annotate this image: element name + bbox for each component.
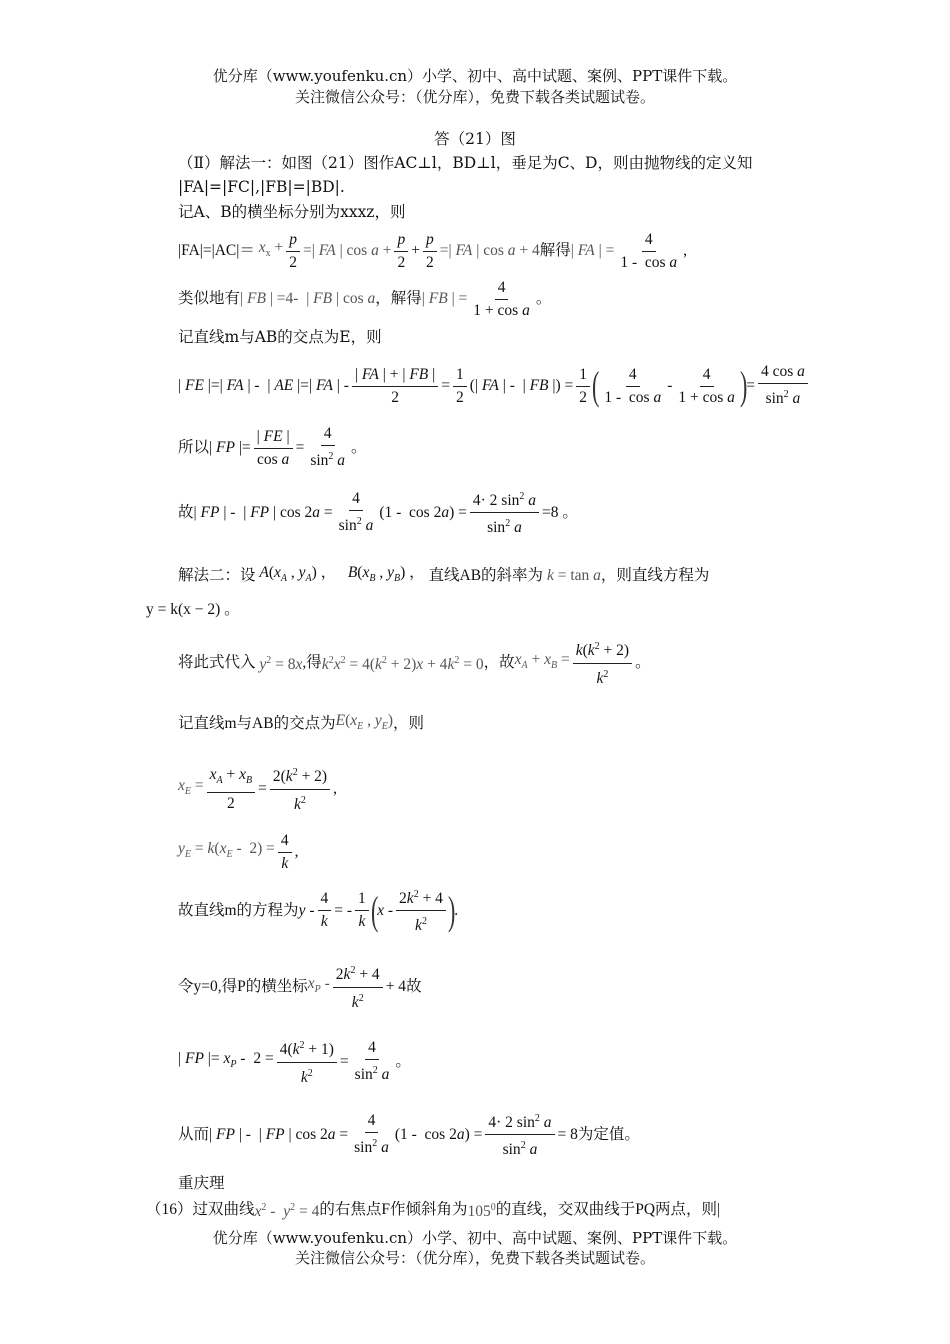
similar-mid: ，解得 <box>375 290 422 307</box>
method1-intro: （Ⅱ）解法一：如图（21）图作AC⊥l，BD⊥l，垂足为C、D，则由抛物线的定义知 <box>178 154 753 172</box>
method2-intro: 解法二：设 $A(x_A$ , $y_A$) ， $B(x_B$ , $y_B$) ， 直线AB的斜率为 k = tan a ，则直线方程为 <box>178 562 709 590</box>
eq-fa-mid: 解得 <box>539 242 571 260</box>
method2-line-eq <box>146 598 240 621</box>
method1-fe: | FE |=| FA | - | AE |=| FA | - $\frac{| FA | + | FB |}{2}$ = $\frac{1}{2}$ (| FA | - | FB |) = $\frac{1}{2}$ ( $\frac{4}{\text{1 - cos a}}$ - $\frac{4}{\text{1 + cos a}}$ ) = $\frac{\text{4 cos a}}{\sin^2 a}$ <box>178 363 811 409</box>
so-prefix: 所以 <box>178 439 210 456</box>
conclusion-suffix: 为定值。 <box>577 1125 640 1143</box>
header-line-1: 优分库（www.youfenku.cn）小学、初中、高中试题、案例、PPT课件下载。 <box>212 67 738 85</box>
m2-intersect-suffix: ，则 <box>393 715 425 733</box>
method1-intersect: 记直线m与AB的交点为E，则 <box>178 328 382 346</box>
method2-intro-prefix: 解法二：设 <box>178 567 256 585</box>
figure-caption: 答（21）图 <box>434 130 516 148</box>
method2-let-y: 令y=0,得P的横坐标 $x_P$ - $\frac{2k^2 + 4}{k^2}$ + 4 故 <box>178 962 422 1012</box>
next-problem-suffix: 的直线，交双曲线于PQ两点，则| <box>495 1201 721 1219</box>
sub-prefix: 将此式代入 <box>178 654 256 672</box>
next-problem-text: （16）过双曲线 $x^2 - y^2 = 4$ 的右焦点F作倾斜角为 $105^0$ 的直线，交双曲线于PQ两点，则| <box>146 1201 721 1221</box>
method1-fp: 所以 | FP |= $\frac{| FE |}{\text{cos a}}$ = $\frac{4}{\sin^2 a}$ 。 <box>178 425 367 470</box>
eq-fa-prefix: |FA|=|AC|＝ <box>178 242 255 260</box>
sub-mid2: ，故 <box>483 654 515 672</box>
method1-similar: 类似地有 | FB | =4- | FB | cos a ，解得 | FB | = $\frac{4}{\text{1 + cos a}}$ 。 <box>178 278 552 319</box>
method2-ye: $y_E = k(x_E - 2)$ = $\frac{4}{k}$ , <box>178 831 299 872</box>
method1-eq-fa: |FA|=|AC|＝ $x_x$ + $\frac{p}{2}$ =| FA | cos a + $\frac{p}{2}$ + $\frac{p}{2}$ =| FA | cos a + 4 解得 | FA | = $\frac{4}{\text{1 - cos a}}$ , <box>178 230 688 271</box>
let-suffix: 故 <box>406 978 422 996</box>
line-m-prefix: 故直线m的方程为 <box>178 901 299 919</box>
method2-conclusion: 从而 | FP | - | FP | cos 2a = $\frac{4}{\sin^2 a}$ (1 - cos 2a) = $\frac{4\cdot 2 \sin^2 a}{\sin^2 a}$ = 8 为定值。 <box>178 1110 640 1159</box>
method2-intersect: 记直线m与AB的交点为 $E(x_E$ , $y_E$) ，则 <box>178 710 424 738</box>
line-eq-text: y = k(x − 2) 。 <box>146 601 240 618</box>
next-problem-mid: 的右焦点F作倾斜角为 <box>319 1201 468 1219</box>
method1-coords: 记A、B的横坐标分别为xxxz，则 <box>178 203 406 221</box>
footer-line-1: 优分库（www.youfenku.cn）小学、初中、高中试题、案例、PPT课件下载。 <box>212 1229 738 1247</box>
method2-line-m: 故直线m的方程为 y - $\frac{4}{k}$ = - $\frac{1}{k}$ ( x - $\frac{2k^2 + 4}{k^2}$ ) . <box>178 887 459 935</box>
conclusion-prefix: 从而 <box>178 1125 210 1143</box>
next-problem-prefix: （16）过双曲线 <box>146 1201 255 1219</box>
method2-intro-mid: 直线AB的斜率为 <box>428 567 544 585</box>
method1-definition: |FA|=|FC|,|FB|=|BD|. <box>178 178 345 196</box>
similar-prefix: 类似地有 <box>178 290 241 307</box>
sub-mid: ,得 <box>302 654 322 672</box>
method1-result: 故 | FP | - | FP | cos 2a = $\frac{4}{\sin^2 a}$ (1 - cos 2a) = $\frac{4\cdot 2 \sin^2 a}{\sin^2 a}$ =8 。 <box>178 488 578 537</box>
method2-substitute: 将此式代入 $y^2 = 8x$ ,得 $k^2x^2 = 4(k^2 + 2)x + 4k^2 = 0$ ，故 $x_A + x_B$ = $\frac{k(k^2 + 2)}{k^2}$ 。 <box>178 638 651 688</box>
next-problem-label: 重庆理 <box>178 1174 225 1192</box>
header-line-2: 关注微信公众号：（优分库），免费下载各类试题试卷。 <box>294 88 655 106</box>
footer-line-2: 关注微信公众号：（优分库），免费下载各类试题试卷。 <box>294 1249 655 1267</box>
method2-fp: | FP |= $x_P - 2$ = $\frac{4(k^2 + 1)}{k^2}$ = $\frac{4}{\sin^2 a}$ 。 <box>178 1036 411 1087</box>
method2-xe: $x_E$ = $\frac{x_A + x_B}{2}$ = $\frac{2(k^2 + 2)}{k^2}$ , <box>178 765 337 813</box>
method2-intro-suffix: ，则直线方程为 <box>600 567 710 585</box>
let-y-text: 令y=0,得P的横坐标 <box>178 978 308 996</box>
therefore-prefix: 故 <box>178 503 194 521</box>
m2-intersect-prefix: 记直线m与AB的交点为 <box>178 715 336 733</box>
